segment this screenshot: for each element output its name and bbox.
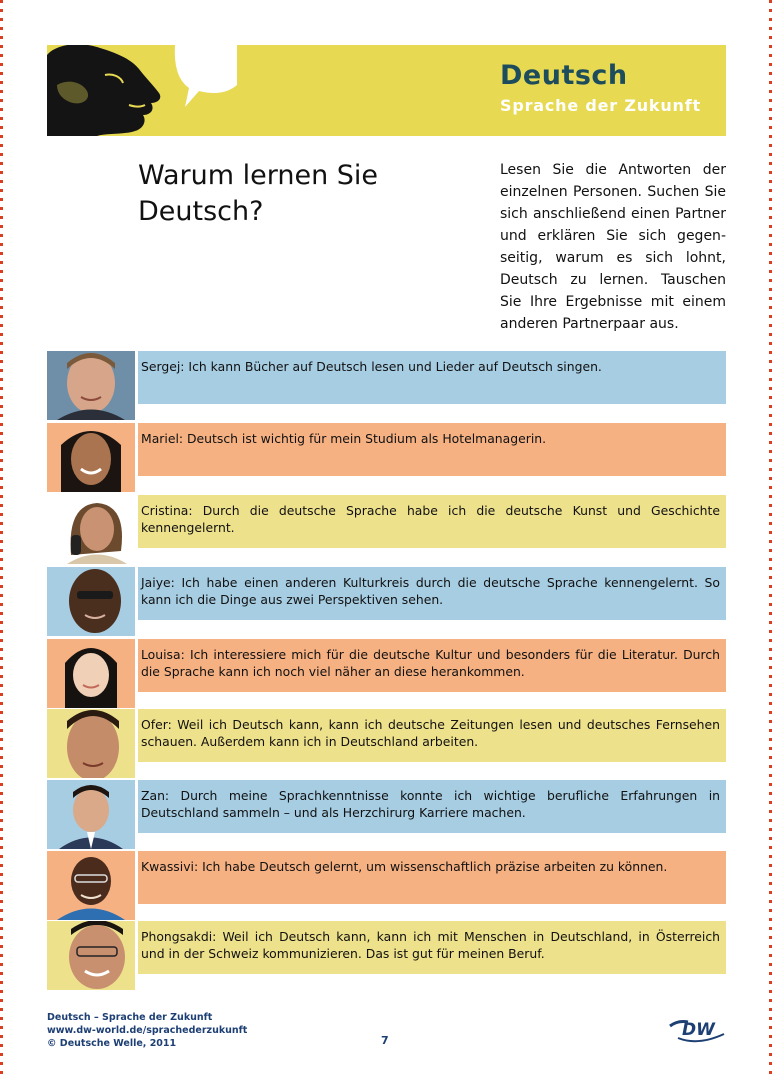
footer-copyright: © Deutsche Welle, 2011 xyxy=(47,1038,177,1049)
brand-subtitle: Sprache der Zukunft xyxy=(500,96,701,115)
list-item xyxy=(47,921,726,990)
quote-text: Sergej: Ich kann Bücher auf Deutsch lesen und Lieder auf Deutsch singen. xyxy=(141,359,602,374)
list-item xyxy=(47,709,726,778)
list-item xyxy=(47,567,726,636)
portrait-louisa xyxy=(47,639,135,708)
list-item xyxy=(47,851,726,920)
quote-text: Ofer: Weil ich Deutsch kann, kann ich deutsche Zeitungen lesen und deutsches Fernsehen schauen. Außerdem kann ich in Deutschland arbeiten. xyxy=(141,717,720,749)
intro-instructions: Lesen Sie die Antworten der einzelnen Personen. Suchen Sie sich anschließend einen Partner und erklären Sie sich gegenseitig, warum es sich lohnt, Deutsch zu lernen. Tauschen Sie Ihre Ergebnisse mit einem anderen Partnerpaar aus. xyxy=(500,162,726,332)
quote-text: Mariel: Deutsch ist wichtig für mein Studium als Hotelmanagerin. xyxy=(141,431,547,446)
page-heading: Warum lernen Sie Deutsch? xyxy=(138,160,379,227)
list-item xyxy=(47,351,726,420)
list-item xyxy=(47,423,726,492)
list-item xyxy=(47,639,726,708)
list-item xyxy=(47,495,726,564)
quote-text: Louisa: Ich interessiere mich für die deutsche Kultur und besonders für die Literatur. Durch die Sprache kann ich noch viel näher an diese herankommen. xyxy=(141,647,720,679)
footer-url[interactable]: www.dw-world.de/sprachederzukunft xyxy=(47,1025,248,1036)
brand-title: Deutsch xyxy=(500,60,628,91)
footer-info xyxy=(47,1011,247,1050)
portrait-kwassivi xyxy=(47,851,135,920)
quote-text: Jaiye: Ich habe einen anderen Kulturkreis durch die deutsche Sprache kennengelernt. So kann ich die Dinge aus zwei Perspektiven sehen. xyxy=(141,575,720,607)
portrait-sergej xyxy=(47,351,135,420)
page-edge-left xyxy=(0,0,3,1080)
portrait-mariel xyxy=(47,423,135,492)
svg-text:DW: DW xyxy=(682,1020,715,1040)
footer-title: Deutsch – Sprache der Zukunft xyxy=(47,1012,213,1023)
speaking-man-silhouette-icon xyxy=(47,45,237,136)
dw-logo-icon xyxy=(668,1016,728,1044)
quote-text: Cristina: Durch die deutsche Sprache habe ich die deutsche Kunst und Geschichte kennengelernt. xyxy=(141,503,720,535)
quote-text: Phongsakdi: Weil ich Deutsch kann, kann ich mit Menschen in Deutschland, in Österreich und in der Schweiz kommunizieren. Das ist gut für meinen Beruf. xyxy=(141,929,720,961)
page-number: 7 xyxy=(381,1034,389,1047)
portrait-zan xyxy=(47,780,135,849)
portrait-ofer xyxy=(47,709,135,778)
quote-text: Zan: Durch meine Sprachkenntnisse konnte ich wichtige berufliche Erfahrungen in Deutschland sammeln – und als Herzchirurg Karriere machen. xyxy=(141,788,720,820)
quote-text: Kwassivi: Ich habe Deutsch gelernt, um wissenschaftlich präzise arbeiten zu können. xyxy=(141,859,668,874)
portrait-cristina xyxy=(47,495,135,564)
list-item xyxy=(47,780,726,849)
portrait-jaiye xyxy=(47,567,135,636)
portrait-phongsakdi xyxy=(47,921,135,990)
